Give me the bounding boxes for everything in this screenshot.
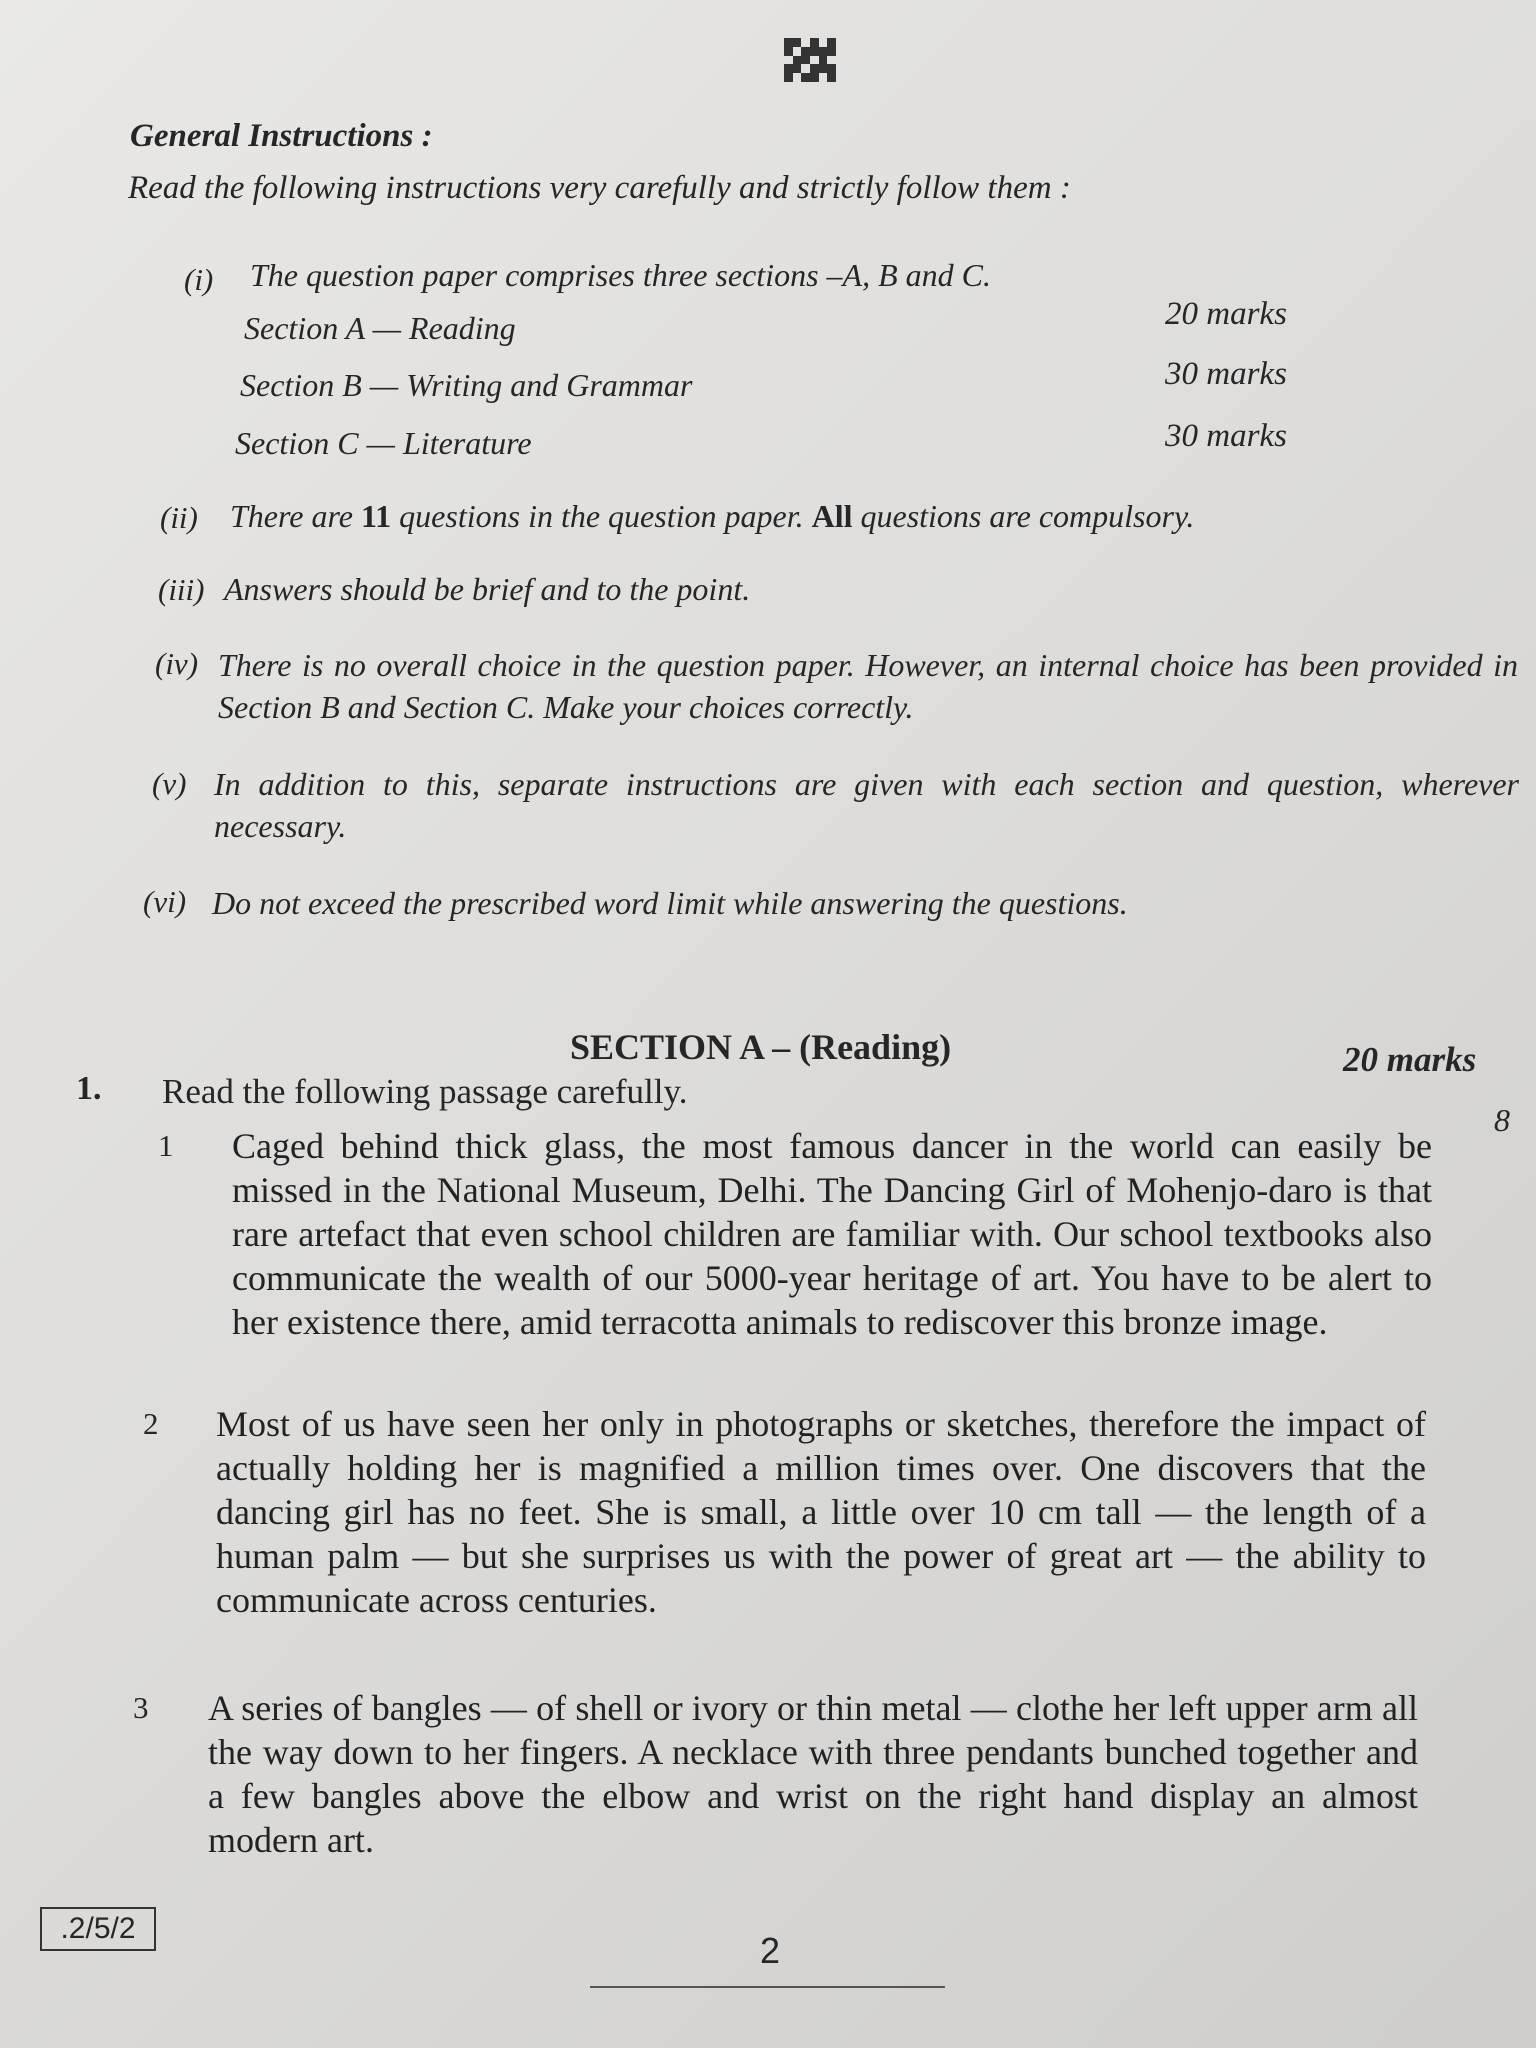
instruction-text: In addition to this, separate instructions are given with each section and question, wherever necessary. — [214, 766, 1519, 844]
section-b-row: Section B — Writing and Grammar — [240, 367, 693, 403]
section-c-marks: 30 marks — [1165, 418, 1287, 454]
instruction-text: There is no overall choice in the question paper. However, an internal choice has been provided in Section B and Section C. Make your choices correctly. — [218, 647, 1518, 725]
question-marks: 8 — [1494, 1102, 1510, 1138]
question-number: 1. — [76, 1070, 102, 1107]
general-instructions-title: General Instructions : — [130, 118, 433, 154]
paragraph-number: 3 — [133, 1690, 149, 1725]
instruction-num: (i) — [184, 262, 214, 297]
section-b-marks: 30 marks — [1165, 356, 1287, 392]
section-c-row: Section C — Literature — [235, 425, 532, 461]
section-a-marks: 20 marks — [1165, 296, 1287, 332]
paragraph-number: 1 — [158, 1128, 174, 1163]
instruction-num: (ii) — [160, 500, 198, 535]
instruction-text: Answers should be brief and to the point. — [224, 571, 751, 607]
instruction-num: (vi) — [143, 884, 187, 919]
section-a-title: SECTION A – (Reading) — [570, 1027, 952, 1067]
section-a-total-marks: 20 marks — [1343, 1040, 1477, 1079]
instruction-text: Do not exceed the prescribed word limit while answering the questions. — [212, 885, 1128, 921]
instruction-num: (iii) — [158, 572, 205, 607]
section-a-row: Section A — Reading — [244, 310, 516, 346]
general-instructions-subtitle: Read the following instructions very carefully and strictly follow them : — [128, 170, 1071, 206]
footer-divider — [590, 1986, 945, 1988]
passage-paragraph: A series of bangles — of shell or ivory or thin metal — clothe her left upper arm all the way down to her fingers. A necklace with three pendants bunched together and a few bangles above the elbow and wrist on the right hand display an almost modern art. — [208, 1688, 1418, 1860]
paragraph-number: 2 — [143, 1406, 159, 1441]
passage-paragraph: Caged behind thick glass, the most famous dancer in the world can easily be missed in the National Museum, Delhi. The Dancing Girl of Mohenjo-daro is that rare artefact that even school children are familiar with. Our school textbooks also communicate the wealth of our 5000-year heritage of art. You have to be alert to her existence there, amid terracotta animals to rediscover this bronze image. — [232, 1126, 1432, 1342]
instruction-num: (v) — [152, 766, 187, 801]
instruction-text: There are 11 questions in the question paper. All questions are compulsory. — [230, 498, 1195, 534]
instruction-num: (iv) — [155, 646, 199, 681]
page-number: 2 — [760, 1930, 781, 1971]
paper-code: .2/5/2 — [40, 1907, 156, 1951]
instruction-text: The question paper comprises three sections –A, B and C. — [250, 257, 991, 293]
qr-code-icon — [784, 38, 836, 82]
passage-paragraph: Most of us have seen her only in photographs or sketches, therefore the impact of actually holding her is magnified a million times over. One discovers that the dancing girl has no feet. She is small, a little over 10 cm tall — the length of a human palm — but she surprises us with the power of great art — the ability to communicate across centuries. — [216, 1404, 1426, 1620]
question-text: Read the following passage carefully. — [162, 1072, 688, 1111]
